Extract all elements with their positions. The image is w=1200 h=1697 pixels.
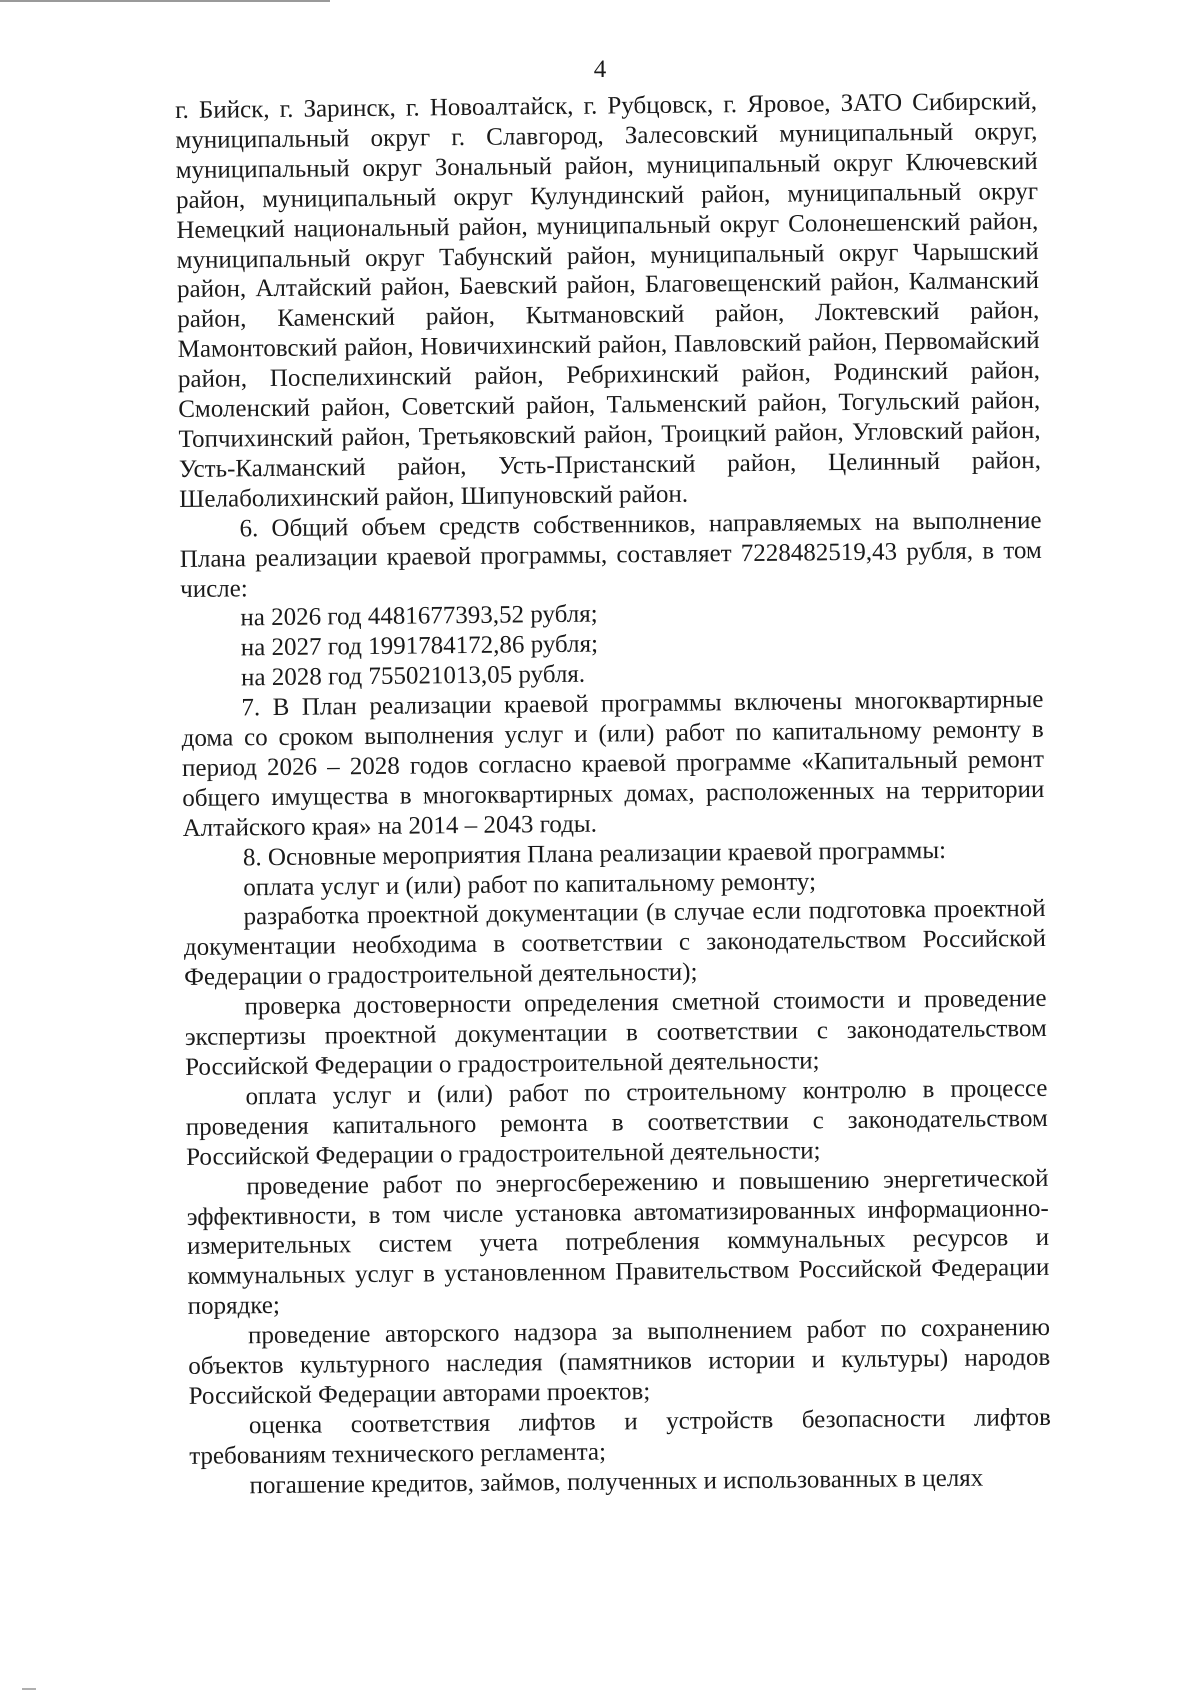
scan-edge-bottom: [22, 1688, 36, 1690]
measure-payment-item: оплата услуг и (или) работ по капитальному ремонту;: [243, 867, 817, 901]
municipalities-list-paragraph: г. Бийск, г. Заринск, г. Новоалтайск, г. Рубцовск, г. Яровое, ЗАТО Сибирский, муниципальный округ г. Славгород, Залесовский муниципальный округ, муниципальный округ Зональный район, муниципальный округ Ключевский район, муниципальный округ Кулундинский район, муниципальный округ Немецкий национальный район, муниципальный округ Солонешенский район, муниципальный округ Табунский район, муниципальный округ Чарышский район, Алтайский район, Баевский район, Благовещенский район, Калманский район, Каменский район, Кытмановский район, Локтевский район, Мамонтовский район, Новичихинский район, Павловский район, Первомайский район, Поспелихинский район, Ребрихинский район, Родинский район, Смоленский район, Советский район, Тальменский район, Тогульский район, Топчихинский район, Третьяковский район, Троицкий район, Угловский район, Усть-Калманский район, Усть-Пристанский район, Целинный район, Шелаболихинский район, Шипуновский район.: [175, 87, 1042, 513]
measure-construction-control-item: оплата услуг и (или) работ по строительному контролю в процессе проведения капитального ремонта в соответствии с законодательством Российской Федерации о градостроительной деятельности;: [185, 1074, 1048, 1171]
measure-design-docs-item: разработка проектной документации (в случае если подготовка проектной документации необходима в соответствии с законодательством Российской Федерации о градостроительной деятельности);: [183, 895, 1047, 992]
funding-2026-line: на 2026 год 4481677393,52 рубля;: [240, 601, 598, 632]
measure-energy-saving-item: проведение работ по энергосбережению и повышению энергетической эффективности, в том числе установка автоматизированных информационно-измерительных систем учета потребления коммунальных ресурсов и коммунальных услуг в установленном Правительством Российской Федерации порядке;: [186, 1164, 1050, 1321]
funding-2027-line: на 2027 год 1991784172,86 рубля;: [240, 630, 599, 662]
clause-8-heading: 8. Основные мероприятия Плана реализации краевой программы:: [242, 836, 947, 871]
measure-estimate-check-item: проверка достоверности определения сметной стоимости и проведение экспертизы проектной документации в соответствии с законодательством Российской Федерации о градостроительной деятельности;: [184, 985, 1047, 1081]
measure-loan-repayment-item: погашение кредитов, займов, полученных и использованных в целях: [249, 1464, 984, 1499]
document-body: [175, 87, 1052, 1502]
measure-elevator-assessment-item: оценка соответствия лифтов и устройств безопасности лифтов требованиям технического регламента;: [189, 1403, 1052, 1470]
clause-6-paragraph: 6. Общий объем средств собственников, направляемых на выполнение Плана реализации краевой программы, составляет 7228482519,43 рубля, в том числе:: [179, 506, 1042, 603]
funding-2028-line: на 2028 год 755021013,05 рубля.: [240, 660, 586, 692]
scan-edge-top: [0, 0, 330, 2]
page-number: 4: [593, 56, 607, 83]
clause-7-paragraph: 7. В План реализации краевой программы включены многоквартирные дома со сроком выполнения услуг и (или) работ по капитальному ремонту в период 2026 – 2028 годов согласно краевой программе «Капитальный ремонт общего имущества в многоквартирных домах, расположенных на территории Алтайского края» на 2014 – 2043 годы.: [181, 686, 1045, 842]
measure-author-supervision-item: проведение авторского надзора за выполнением работ по сохранению объектов культурного наследия (памятников истории и культуры) народов Российской Федерации авторами проектов;: [188, 1314, 1051, 1410]
